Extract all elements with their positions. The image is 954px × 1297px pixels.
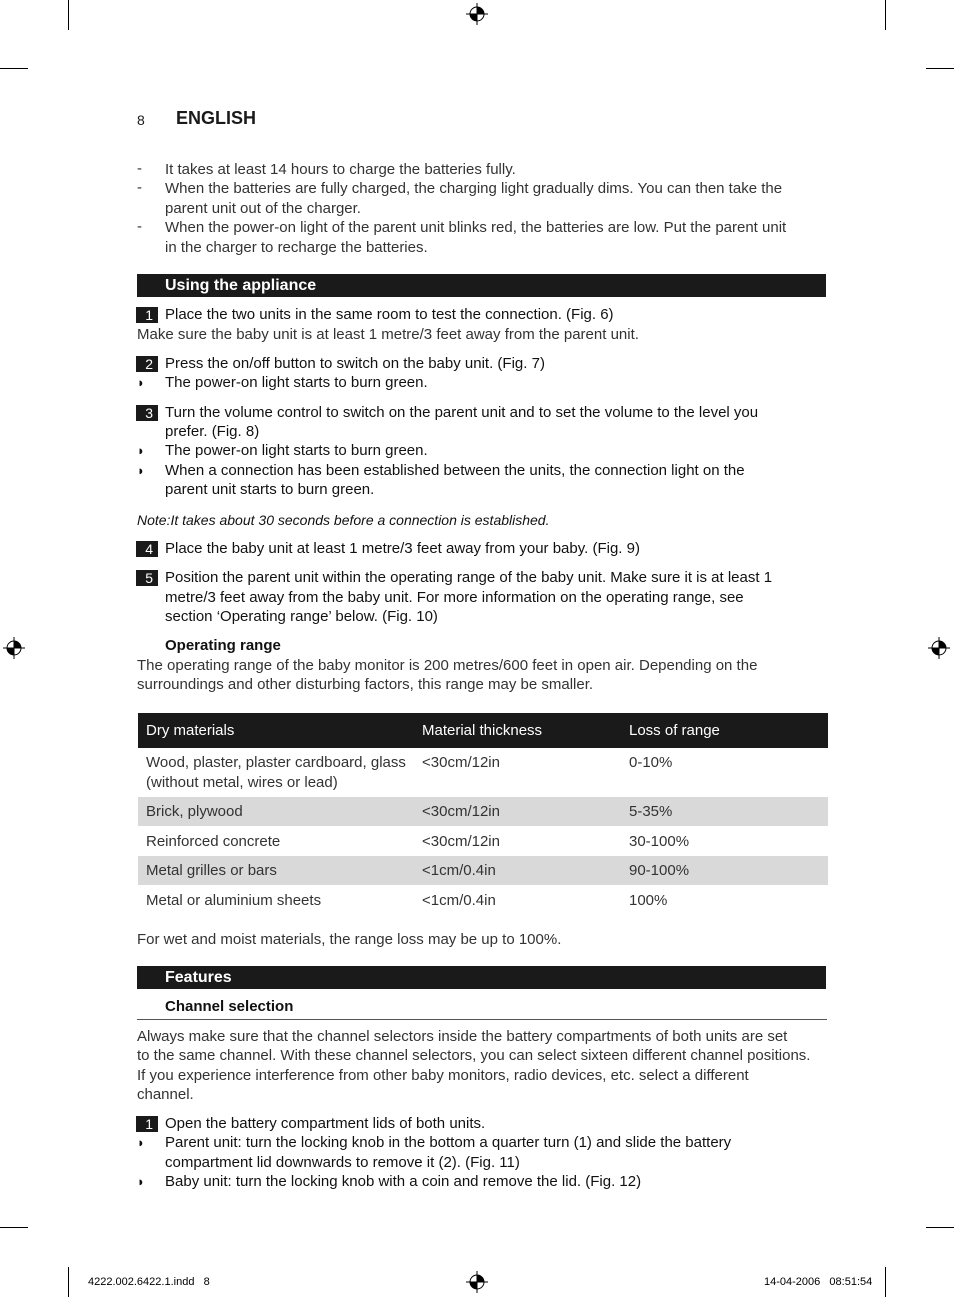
bullet-icon: ◗ xyxy=(137,443,145,458)
table-row xyxy=(138,748,828,797)
bullet-icon: ◗ xyxy=(137,375,145,390)
step-number: 1 xyxy=(136,1116,158,1132)
column-header: Loss of range xyxy=(621,713,828,748)
intro-text: When the batteries are fully charged, the charging light gradually dims. You can then take the xyxy=(165,180,783,197)
paragraph: Always make sure that the channel selectors inside the battery compartments of both units are set xyxy=(137,1028,788,1045)
page-number: 8 xyxy=(137,112,145,128)
table-cell-line: (without metal, wires or lead) xyxy=(146,773,338,791)
step-number: 4 xyxy=(136,541,158,557)
section-heading-bar xyxy=(137,274,826,297)
result-text: compartment lid downwards to remove it (2). (Fig. 11) xyxy=(165,1154,520,1171)
step-number: 1 xyxy=(136,307,158,323)
dash-bullet: - xyxy=(137,160,142,177)
section-heading: Using the appliance xyxy=(165,277,317,294)
range-table xyxy=(138,713,828,915)
result-text: parent unit starts to burn green. xyxy=(165,481,375,498)
section-heading-bar xyxy=(137,966,826,989)
page-title: ENGLISH xyxy=(176,108,257,128)
table-cell: 100% xyxy=(629,891,668,909)
table-cell: Reinforced concrete xyxy=(146,832,281,850)
paragraph: If you experience interference from other baby monitors, radio devices, etc. select a different xyxy=(137,1067,749,1084)
dash-bullet: - xyxy=(137,218,142,235)
registration-mark-icon xyxy=(928,637,950,659)
step-text: Press the on/off button to switch on the baby unit. (Fig. 7) xyxy=(165,355,545,372)
table-row xyxy=(138,826,828,856)
crop-mark xyxy=(926,68,954,69)
table-cell: 30-100% xyxy=(629,832,690,850)
step-text: Open the battery compartment lids of both units. xyxy=(165,1115,486,1132)
step-text: Position the parent unit within the operating range of the baby unit. Make sure it is at least 1 xyxy=(165,569,773,586)
crop-mark xyxy=(0,1227,28,1228)
registration-mark-icon xyxy=(466,3,488,25)
dash-bullet: - xyxy=(137,179,142,196)
paragraph: For wet and moist materials, the range loss may be up to 100%. xyxy=(137,931,562,948)
step-subtext: Make sure the baby unit is at least 1 metre/3 feet away from the parent unit. xyxy=(137,326,639,343)
step-text: Turn the volume control to switch on the parent unit and to set the volume to the level you xyxy=(165,404,759,421)
step-text: metre/3 feet away from the baby unit. For more information on the operating range, see xyxy=(165,589,744,606)
divider xyxy=(137,1019,827,1020)
step-number: 3 xyxy=(136,405,158,421)
table-row xyxy=(138,797,828,826)
crop-mark xyxy=(0,68,28,69)
crop-mark xyxy=(68,1267,69,1297)
column-header: Material thickness xyxy=(414,713,621,748)
subheading: Channel selection xyxy=(165,998,294,1015)
table-header-row xyxy=(138,713,828,748)
result-text: The power-on light starts to burn green. xyxy=(165,442,428,459)
table-cell: <30cm/12in xyxy=(414,797,621,826)
step-text: prefer. (Fig. 8) xyxy=(165,423,260,440)
column-header: Dry materials xyxy=(138,713,414,748)
intro-text: It takes at least 14 hours to charge the batteries fully. xyxy=(165,161,516,178)
table-cell: 90-100% xyxy=(621,856,828,885)
table-row xyxy=(138,885,828,915)
step-text: Place the two units in the same room to test the connection. (Fig. 6) xyxy=(165,306,614,323)
intro-text: parent unit out of the charger. xyxy=(165,200,361,217)
paragraph: surroundings and other disturbing factors, this range may be smaller. xyxy=(137,676,594,693)
paragraph: to the same channel. With these channel selectors, you can select sixteen different channel positions. xyxy=(137,1047,811,1064)
crop-mark xyxy=(885,1267,886,1297)
step-number: 5 xyxy=(136,570,158,586)
crop-mark xyxy=(926,1227,954,1228)
intro-text: When the power-on light of the parent unit blinks red, the batteries are low. Put the parent unit xyxy=(165,219,787,236)
table-cell: 5-35% xyxy=(621,797,828,826)
section-heading: Features xyxy=(165,969,232,986)
table-cell: <30cm/12in xyxy=(422,754,500,771)
table-cell: 0-10% xyxy=(629,754,673,771)
paragraph: The operating range of the baby monitor is 200 metres/600 feet in open air. Depending on the xyxy=(137,657,758,674)
table-cell-line: Wood, plaster, plaster cardboard, glass xyxy=(146,754,406,771)
bullet-icon: ◗ xyxy=(137,1135,145,1150)
bullet-icon: ◗ xyxy=(137,1174,145,1189)
table-cell: Metal grilles or bars xyxy=(138,856,414,885)
registration-mark-icon xyxy=(3,637,25,659)
table-cell xyxy=(138,748,414,797)
table-cell: <30cm/12in xyxy=(422,832,500,850)
result-text: Parent unit: turn the locking knob in the bottom a quarter turn (1) and slide the battery xyxy=(165,1134,732,1151)
table-cell: <1cm/0.4in xyxy=(422,891,496,909)
paragraph: channel. xyxy=(137,1086,194,1103)
footer-timestamp: 14-04-2006 08:51:54 xyxy=(764,1276,873,1288)
registration-mark-icon xyxy=(466,1271,488,1293)
result-text: Baby unit: turn the locking knob with a coin and remove the lid. (Fig. 12) xyxy=(165,1173,642,1190)
step-number: 2 xyxy=(136,356,158,372)
subheading: Operating range xyxy=(165,637,281,654)
result-text: When a connection has been established between the units, the connection light on the xyxy=(165,462,745,479)
crop-mark xyxy=(68,0,69,30)
table-cell: Brick, plywood xyxy=(138,797,414,826)
table-cell: <1cm/0.4in xyxy=(414,856,621,885)
table-row xyxy=(138,856,828,885)
table-cell: Metal or aluminium sheets xyxy=(146,891,322,909)
bullet-icon: ◗ xyxy=(137,463,145,478)
step-text: Place the baby unit at least 1 metre/3 feet away from your baby. (Fig. 9) xyxy=(165,540,640,557)
note-text: Note:It takes about 30 seconds before a connection is established. xyxy=(137,512,550,528)
footer-file-info: 4222.002.6422.1.indd 8 xyxy=(88,1276,210,1288)
step-text: section ‘Operating range’ below. (Fig. 10) xyxy=(165,608,438,625)
crop-mark xyxy=(885,0,886,30)
intro-text: in the charger to recharge the batteries. xyxy=(165,239,428,256)
result-text: The power-on light starts to burn green. xyxy=(165,374,428,391)
